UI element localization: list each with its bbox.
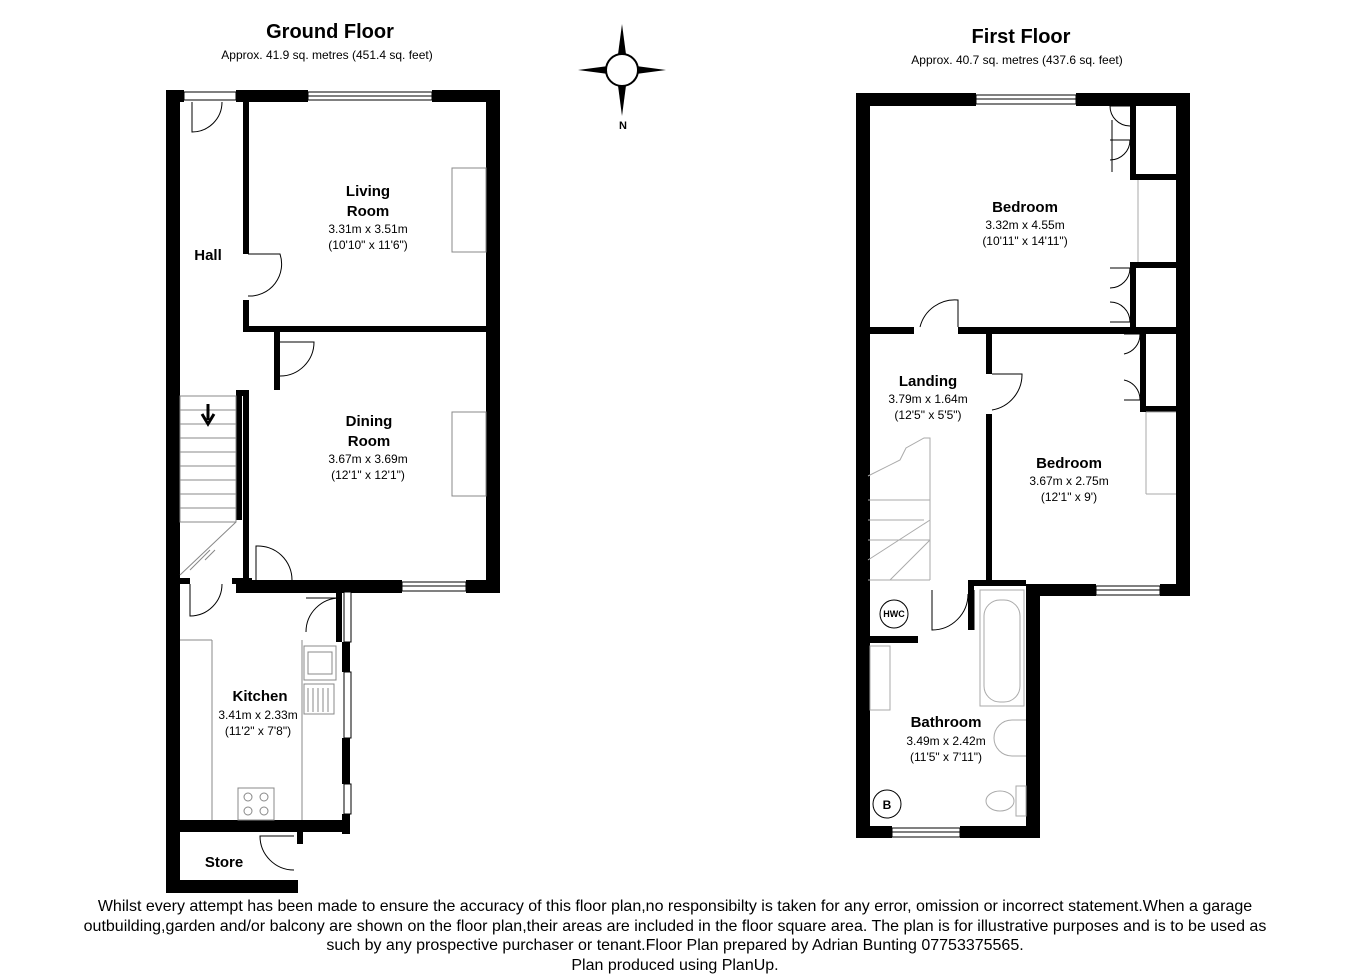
first-floor-title: First Floor [971,26,1071,48]
ground-floor-title: Ground Floor [266,21,394,43]
ground-floor-windows [184,92,466,814]
room-label-kitchen: Kitchen [232,688,288,705]
room-label-living-line1: Living [345,183,391,200]
stairs-down-arrow-icon [202,404,214,424]
room-label-bedroom-2: Bedroom [1036,455,1102,472]
ground-floor-plan [166,21,500,893]
room-dim-bathroom-metric: 3.49m x 2.42m [906,734,986,748]
compass-north-label: N [619,120,627,132]
disclaimer-line-3: such by any prospective purchaser or tenant.Floor Plan prepared by Adrian Bunting 07753375565. [326,937,1024,954]
room-dim-living-metric: 3.31m x 3.51m [328,222,408,236]
disclaimer-line-4: Plan produced using PlanUp. [571,956,779,974]
room-label-bedroom-1: Bedroom [992,199,1058,216]
room-dim-living-imperial: (10'10" x 11'6") [328,238,408,252]
room-dim-bathroom-imperial: (11'5" x 7'11") [909,750,983,764]
room-label-hall: Hall [194,247,222,264]
ground-floor-walls [166,90,500,893]
room-dim-bedroom-1-metric: 3.32m x 4.55m [985,218,1065,232]
compass-icon [578,24,666,132]
room-dim-dining-metric: 3.67m x 3.69m [328,452,408,466]
disclaimer-line-2: outbuilding,garden and/or balcony are shown on the floor plan,their areas are included in the floor square area. The plan is for illustrative purposes and is to be used as [83,917,1267,935]
ground-floor-area: Approx. 41.9 sq. metres (451.4 sq. feet) [221,48,433,62]
room-dim-landing-metric: 3.79m x 1.64m [888,392,968,406]
first-floor-doors [920,106,1140,630]
room-label-landing: Landing [898,373,958,390]
boiler-icon [873,790,901,818]
hwc-tank-icon [880,600,908,628]
room-label-store: Store [204,854,244,871]
first-floor-area: Approx. 40.7 sq. metres (437.6 sq. feet) [911,53,1123,67]
boiler-label: B [882,798,892,812]
disclaimer-line-1: Whilst every attempt has been made to ensure the accuracy of this floor plan,no responsibilty is taken for any error, omission or incorrect statement.When a garage [97,898,1253,915]
room-dim-kitchen-metric: 3.41m x 2.33m [218,708,298,722]
disclaimer [0,897,1350,975]
room-dim-dining-imperial: (12'1" x 12'1") [331,468,405,482]
room-dim-kitchen-imperial: (11'2" x 7'8") [224,724,292,738]
room-label-bathroom: Bathroom [910,714,982,731]
room-dim-landing-imperial: (12'5" x 5'5") [894,408,962,422]
room-label-living-line2: Room [346,203,390,220]
first-floor-plan [856,26,1190,838]
room-label-dining-line2: Room [347,433,391,450]
room-dim-bedroom-1-imperial: (10'11" x 14'11") [982,234,1068,248]
room-label-dining-line1: Dining [345,413,393,430]
hwc-label: HWC [883,609,905,619]
room-dim-bedroom-2-imperial: (12'1" x 9') [1040,490,1098,504]
room-dim-bedroom-2-metric: 3.67m x 2.75m [1029,474,1109,488]
